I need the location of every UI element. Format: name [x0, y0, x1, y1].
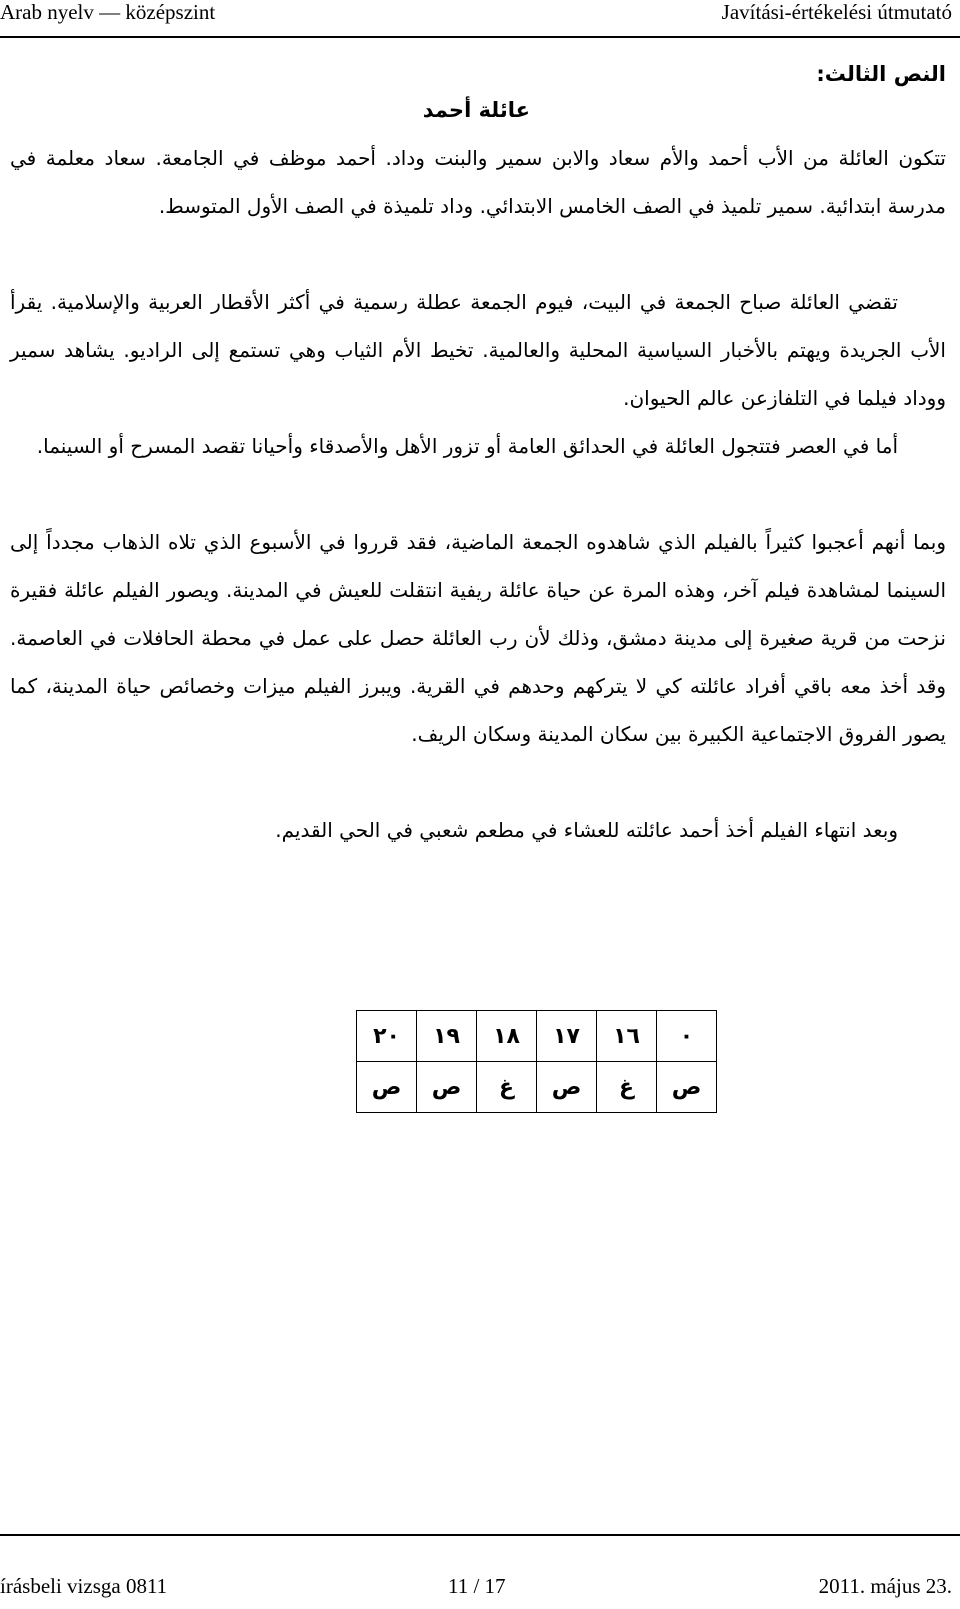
page-footer	[0, 1574, 960, 1604]
answer-cell: غ	[477, 1062, 537, 1113]
paragraph-3: أما في العصر فتتجول العائلة في الحدائق العامة أو تزور الأهل والأصدقاء وأحيانا تقصد المسرح أو السينما.	[36, 434, 898, 458]
section-title: النص الثالث:	[816, 62, 946, 86]
header-guide-title: Javítási-értékelési útmutató	[721, 0, 952, 24]
paragraph-1: تتكون العائلة من الأب أحمد والأم سعاد والابن سمير والبنت وداد. أحمد موظف في الجامعة. سعاد معلمة في مدرسة ابتدائية. سمير تلميذ في الصف الخامس الابتدائي. وداد تلميذة في الصف الأول المتوسط.	[10, 146, 946, 218]
answer-cell: ص	[537, 1062, 597, 1113]
footer-divider	[0, 1534, 960, 1536]
question-number: ١٧	[537, 1011, 597, 1062]
paragraph-2: تقضي العائلة صباح الجمعة في البيت، فيوم الجمعة عطلة رسمية في أكثر الأقطار العربية والإسلامية. يقرأ الأب الجريدة ويهتم بالأخبار السياسية المحلية والعالمية. تخيط الأم الثياب وهي تستمع إلى الراديو. يشاهد سمير ووداد فيلما في التلفازعن عالم الحيوان.	[10, 290, 946, 410]
page-number: 11 / 17	[448, 1574, 506, 1598]
paragraph-4: وبما أنهم أعجبوا كثيراً بالفيلم الذي شاهدوه الجمعة الماضية، فقد قرروا في الأسبوع الذي تلاه الذهاب مجدداً إلى السينما لمشاهدة فيلم آخر، وهذه المرة عن حياة عائلة ريفية انتقلت للعيش في المدينة. ويصور الفيلم عائلة فقيرة نزحت من قرية صغيرة إلى مدينة دمشق، وذلك لأن رب العائلة حصل على عمل في محطة الحافلات في العاصمة. وقد أخذ معه باقي أفراد عائلته كي لا يتركهم وحدهم في القرية. ويبرز الفيلم ميزات وخصائص حياة المدينة، كما يصور الفروق الاجتماعية الكبيرة بين سكان المدينة وسكان الريف.	[10, 530, 946, 746]
answer-key-answers-row	[357, 1062, 717, 1113]
paragraph-2-block	[10, 278, 946, 422]
footer-exam-code: írásbeli vizsga 0811	[0, 1574, 168, 1598]
paragraph-5-block	[10, 806, 946, 854]
question-number: ١٩	[417, 1011, 477, 1062]
story-title: عائلة أحمد	[422, 98, 530, 122]
question-number: ١٨	[477, 1011, 537, 1062]
answer-cell: ص	[357, 1062, 417, 1113]
answer-key-table	[356, 1010, 717, 1113]
paragraph-3-block	[10, 422, 946, 470]
header-divider	[0, 36, 960, 38]
answer-cell: ص	[657, 1062, 717, 1113]
header-subject: Arab nyelv — középszint	[0, 0, 216, 24]
footer-date: 2011. május 23.	[818, 1574, 952, 1598]
paragraph-4-block	[10, 518, 946, 758]
answer-cell: غ	[597, 1062, 657, 1113]
question-number: ٢٠	[357, 1011, 417, 1062]
page-header	[0, 0, 960, 34]
answer-cell: ص	[417, 1062, 477, 1113]
question-number: ٠	[657, 1011, 717, 1062]
answer-key-numbers-row	[357, 1011, 717, 1062]
question-number: ١٦	[597, 1011, 657, 1062]
paragraph-5: وبعد انتهاء الفيلم أخذ أحمد عائلته للعشاء في مطعم شعبي في الحي القديم.	[275, 818, 898, 842]
paragraph-1-block	[10, 134, 946, 230]
